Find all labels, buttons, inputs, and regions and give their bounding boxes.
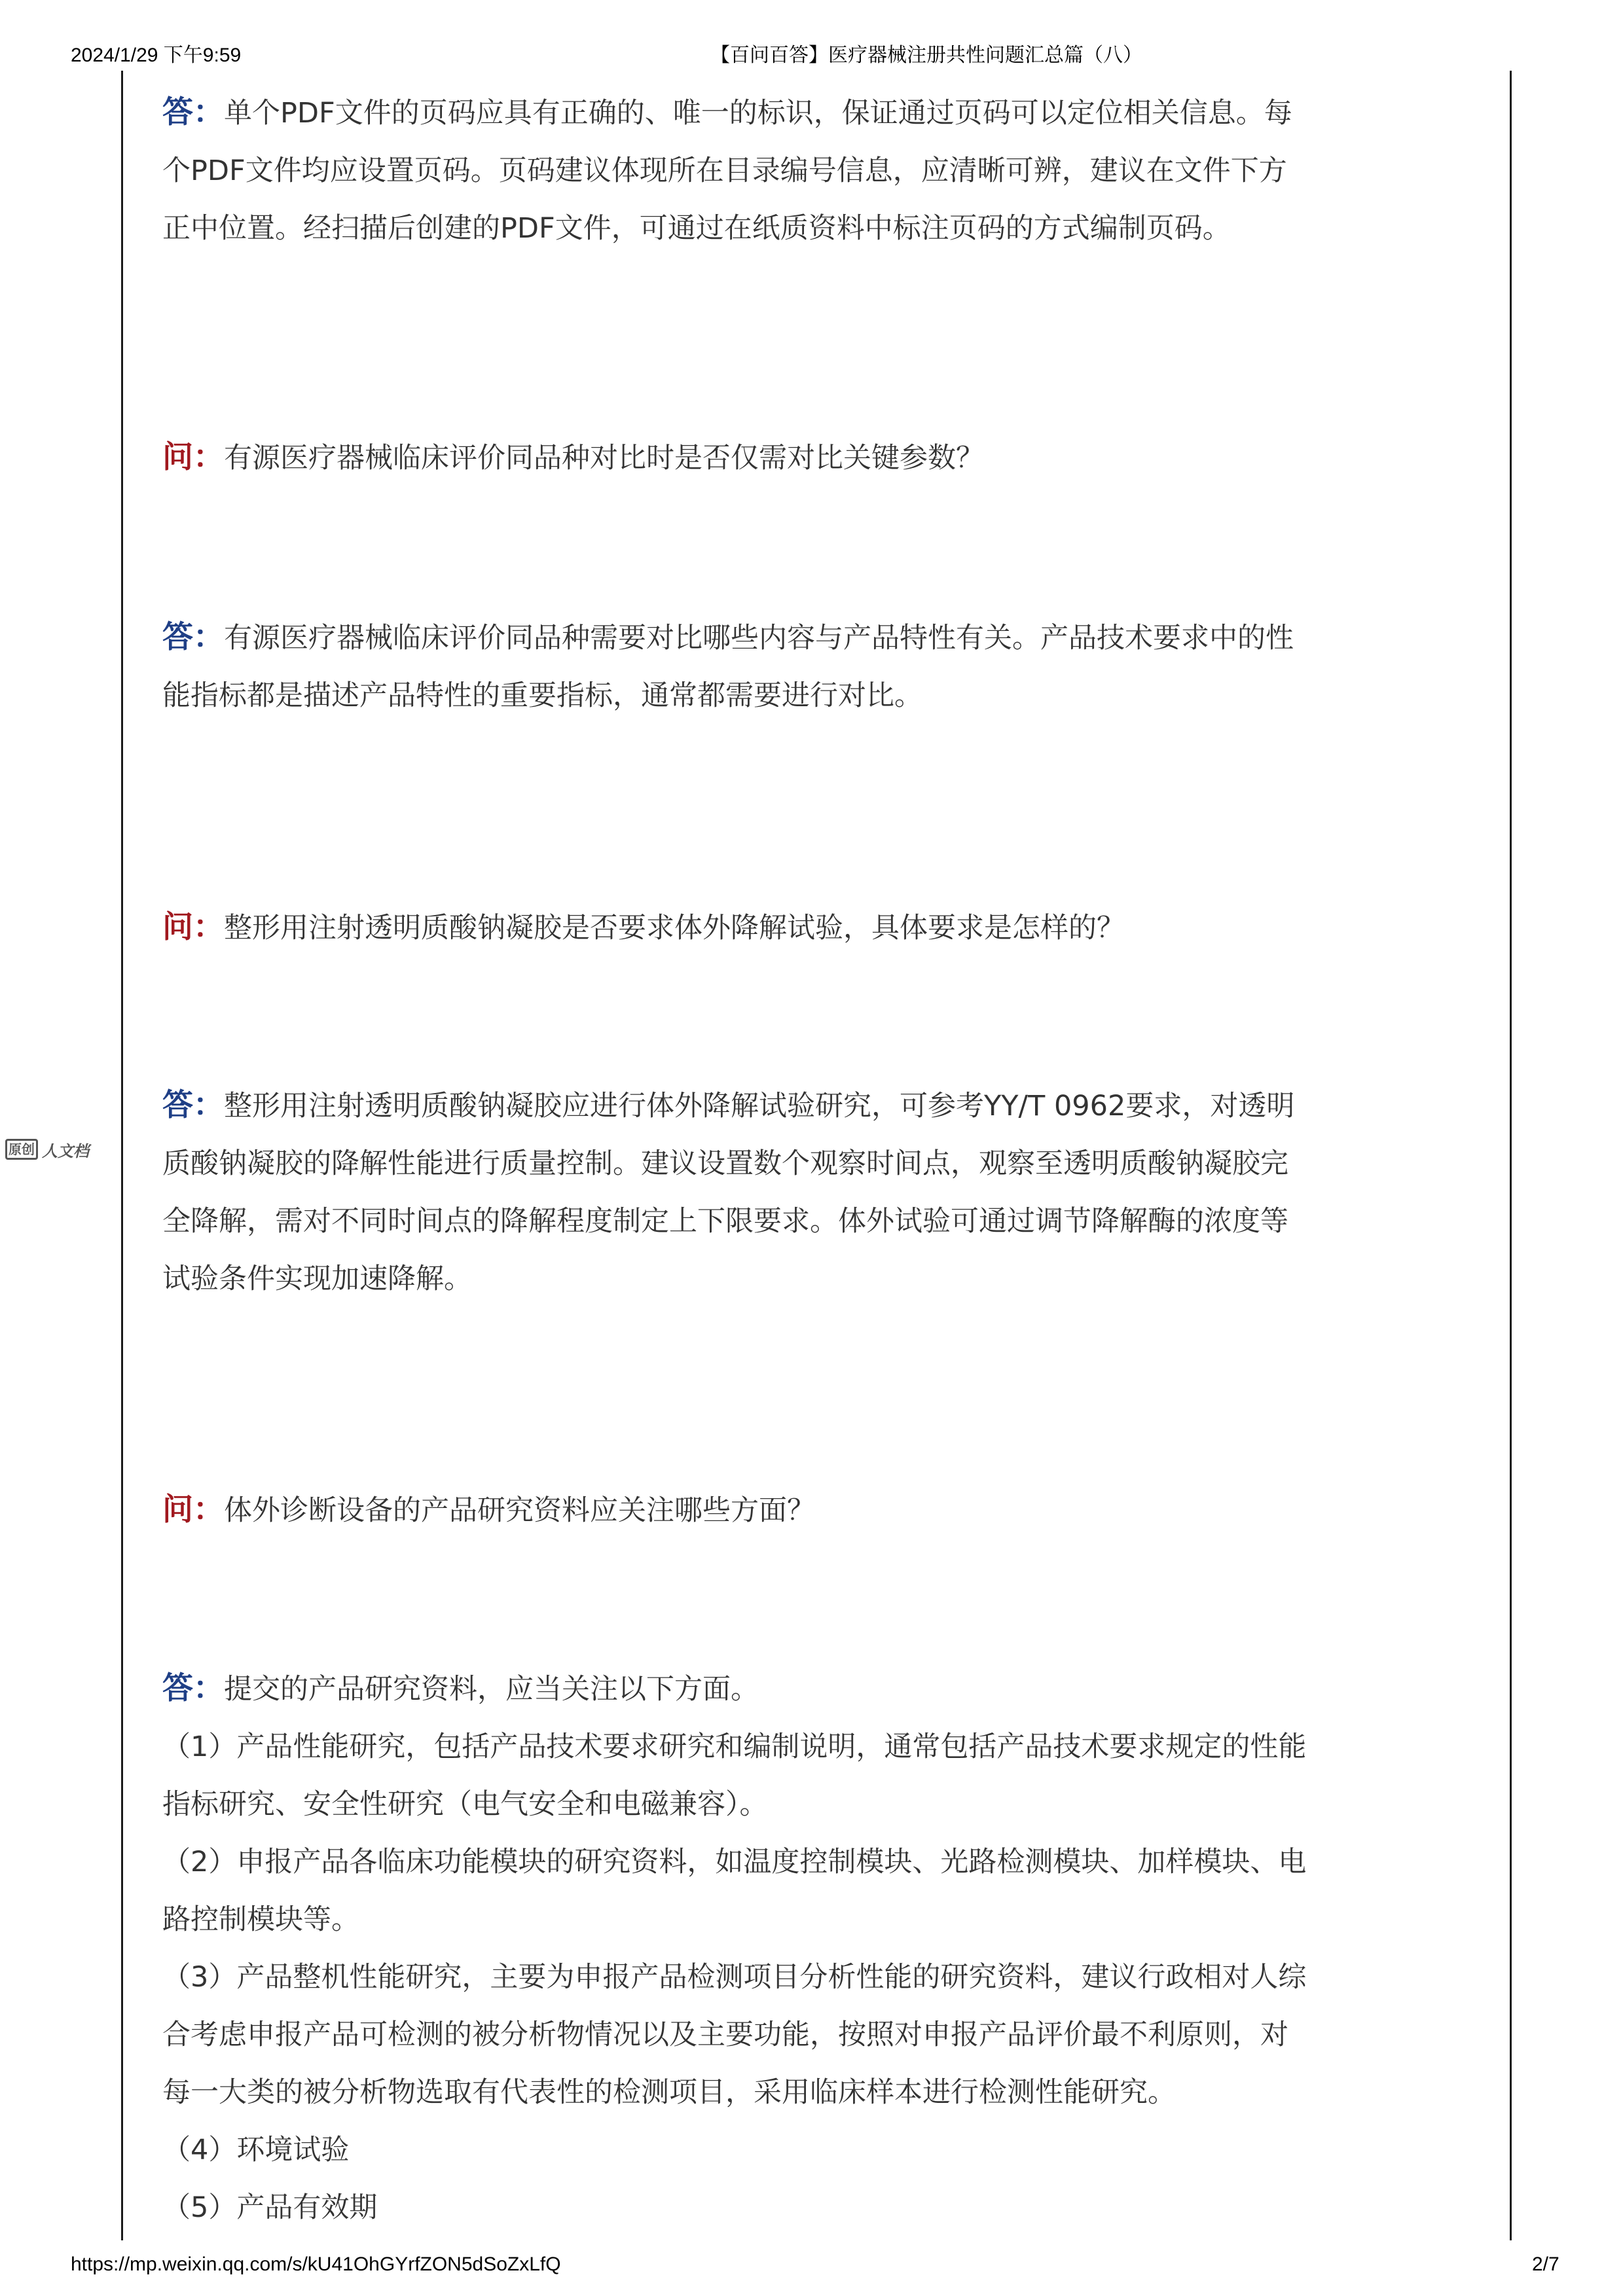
question-label: 问：	[162, 909, 224, 945]
answer-block	[162, 84, 1470, 257]
answer-block	[162, 1660, 1470, 2236]
question-text: 整形用注射透明质酸钠凝胶是否要求体外降解试验，具体要求是怎样的？	[224, 912, 1125, 944]
question-label: 问：	[162, 439, 224, 475]
print-datetime: 2024/1/29 下午9:59	[71, 45, 242, 66]
answer-line: 有源医疗器械临床评价同品种需要对比哪些内容与产品特性有关。产品技术要求中的性	[224, 622, 1294, 655]
answer-line: （4）环境试验	[162, 2134, 350, 2166]
page-number: 2/7	[1532, 2253, 1559, 2275]
question-block	[162, 1481, 1470, 1539]
question-label: 问：	[162, 1492, 224, 1528]
answer-line: 正中位置。经扫描后创建的PDF文件，可通过在纸质资料中标注页码的方式编制页码。	[162, 212, 1231, 245]
source-url[interactable]: https://mp.weixin.qq.com/s/kU41OhGYrfZON5dSoZxLfQ	[71, 2253, 561, 2275]
left-border-rule	[121, 71, 123, 2240]
question-text: 体外诊断设备的产品研究资料应关注哪些方面？	[224, 1494, 815, 1527]
answer-line: （5）产品有效期	[162, 2191, 378, 2224]
answer-line: 个PDF文件均应设置页码。页码建议体现所在目录编号信息，应清晰可辨，建议在文件下方	[162, 154, 1287, 187]
question-block	[162, 899, 1470, 957]
watermark-box: 原创	[5, 1139, 38, 1160]
answer-line: 提交的产品研究资料，应当关注以下方面。	[224, 1673, 759, 1706]
answer-line: 合考虑申报产品可检测的被分析物情况以及主要功能，按照对申报产品评价最不利原则，对	[162, 2018, 1288, 2051]
answer-label: 答：	[162, 1087, 224, 1123]
answer-line: （3）产品整机性能研究，主要为申报产品检测项目分析性能的研究资料，建议行政相对人综	[162, 1961, 1307, 1994]
question-text: 有源医疗器械临床评价同品种对比时是否仅需对比关键参数？	[224, 442, 984, 475]
watermark-logo	[5, 1138, 89, 1161]
watermark-text: 人文档	[42, 1141, 89, 1160]
answer-line: 全降解，需对不同时间点的降解程度制定上下限要求。体外试验可通过调节降解酶的浓度等	[162, 1205, 1288, 1238]
answer-line: （1）产品性能研究，包括产品技术要求研究和编制说明，通常包括产品技术要求规定的性能	[162, 1731, 1307, 1763]
answer-line: 试验条件实现加速降解。	[162, 1263, 472, 1295]
answer-line: 路控制模块等。	[162, 1903, 359, 1936]
page-title: 【百问百答】医疗器械注册共性问题汇总篇（八）	[710, 45, 1142, 66]
answer-label: 答：	[162, 619, 224, 655]
answer-block	[162, 609, 1470, 725]
answer-line: 指标研究、安全性研究（电气安全和电磁兼容）。	[162, 1788, 768, 1821]
question-block	[162, 429, 1470, 487]
answer-block	[162, 1077, 1470, 1308]
answer-line: 能指标都是描述产品特性的重要指标，通常都需要进行对比。	[162, 679, 922, 712]
answer-line: （2）申报产品各临床功能模块的研究资料，如温度控制模块、光路检测模块、加样模块、电	[162, 1846, 1307, 1878]
answer-label: 答：	[162, 1670, 224, 1706]
answer-line: 质酸钠凝胶的降解性能进行质量控制。建议设置数个观察时间点，观察至透明质酸钠凝胶完	[162, 1147, 1288, 1180]
answer-line: 单个PDF文件的页码应具有正确的、唯一的标识，保证通过页码可以定位相关信息。每	[224, 97, 1292, 130]
right-border-rule	[1510, 71, 1512, 2240]
answer-line: 整形用注射透明质酸钠凝胶应进行体外降解试验研究，可参考YY/T 0962要求，对透明	[224, 1090, 1295, 1122]
answer-line: 每一大类的被分析物选取有代表性的检测项目，采用临床样本进行检测性能研究。	[162, 2076, 1176, 2109]
answer-label: 答：	[162, 94, 224, 130]
